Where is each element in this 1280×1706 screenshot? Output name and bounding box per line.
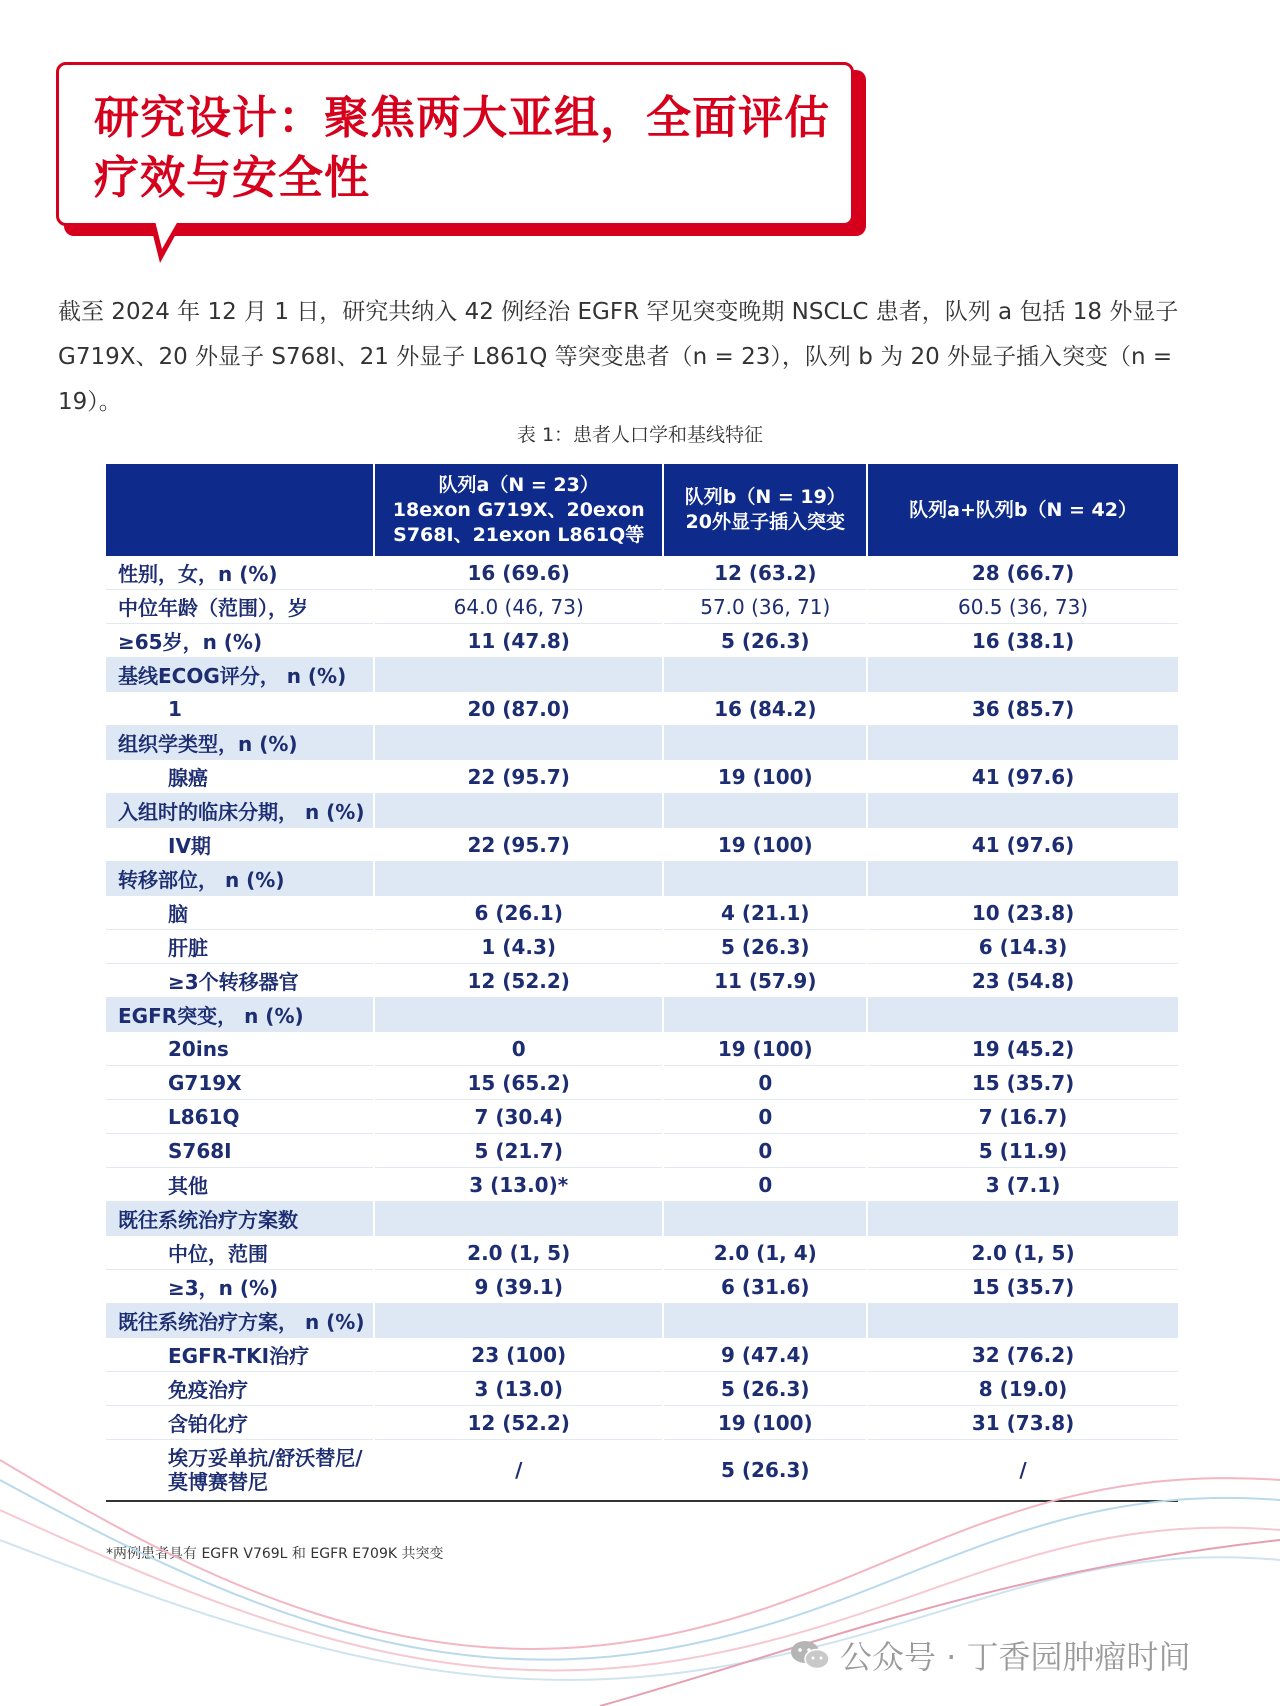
cohort-a-value: [374, 1202, 663, 1236]
cohort-ab-value: 6 (14.3): [867, 930, 1178, 964]
cohort-ab-value: [867, 862, 1178, 896]
table-row: [106, 1168, 1178, 1202]
cohort-ab-value: [867, 794, 1178, 828]
cohort-a-value: 64.0 (46, 73): [374, 590, 663, 624]
cohort-b-value: [663, 1304, 867, 1338]
watermark-text: 公众号 · 丁香园肿瘤时间: [840, 1638, 1191, 1676]
table-row: [106, 692, 1178, 726]
cohort-b-value: 5 (26.3): [663, 1440, 867, 1502]
cohort-a-value: [374, 1304, 663, 1338]
cohort-a-value: 23 (100): [374, 1338, 663, 1372]
footnote: *两例患者具有 EGFR V769L 和 EGFR E709K 共突变: [106, 1546, 444, 1562]
cohort-b-value: [663, 658, 867, 692]
cohort-ab-value: 41 (97.6): [867, 760, 1178, 794]
table-row: [106, 1100, 1178, 1134]
table-row: [106, 760, 1178, 794]
table-row: [106, 1270, 1178, 1304]
row-label: 1: [106, 692, 374, 726]
cohort-a-value: 6 (26.1): [374, 896, 663, 930]
table-category-row: [106, 658, 1178, 692]
row-label: IV期: [106, 828, 374, 862]
table-category-row: [106, 1304, 1178, 1338]
row-label: 组织学类型，n (%): [106, 726, 374, 760]
cohort-ab-value: [867, 1202, 1178, 1236]
cohort-ab-value: 60.5 (36, 73): [867, 590, 1178, 624]
row-label: 脑: [106, 896, 374, 930]
cohort-b-value: 57.0 (36, 71): [663, 590, 867, 624]
row-label: EGFR突变， n (%): [106, 998, 374, 1032]
table-body: [106, 556, 1178, 1501]
cohort-ab-value: 15 (35.7): [867, 1270, 1178, 1304]
cohort-b-value: [663, 1202, 867, 1236]
cohort-b-value: 4 (21.1): [663, 896, 867, 930]
watermark: [790, 1632, 1191, 1678]
cohort-a-value: 15 (65.2): [374, 1066, 663, 1100]
row-label: 腺癌: [106, 760, 374, 794]
cohort-a-value: 3 (13.0): [374, 1372, 663, 1406]
cohort-a-value: [374, 658, 663, 692]
cohort-b-value: 0: [663, 1066, 867, 1100]
table-category-row: [106, 794, 1178, 828]
row-label: 基线ECOG评分， n (%): [106, 658, 374, 692]
cohort-b-value: 12 (63.2): [663, 556, 867, 590]
row-label: ≥65岁，n (%): [106, 624, 374, 658]
cohort-ab-value: 7 (16.7): [867, 1100, 1178, 1134]
table-row: [106, 1134, 1178, 1168]
cohort-ab-value: 15 (35.7): [867, 1066, 1178, 1100]
cohort-b-value: 0: [663, 1100, 867, 1134]
table-row: [106, 590, 1178, 624]
cohort-ab-value: 10 (23.8): [867, 896, 1178, 930]
cohort-b-value: 5 (26.3): [663, 624, 867, 658]
cohort-a-value: 7 (30.4): [374, 1100, 663, 1134]
row-label: 肝脏: [106, 930, 374, 964]
cohort-ab-value: 16 (38.1): [867, 624, 1178, 658]
cohort-b-value: 6 (31.6): [663, 1270, 867, 1304]
row-label: 转移部位， n (%): [106, 862, 374, 896]
table-row: [106, 828, 1178, 862]
row-label: 20ins: [106, 1032, 374, 1066]
table-header-row: [106, 464, 1178, 556]
table-row: [106, 556, 1178, 590]
table-row: [106, 1338, 1178, 1372]
cohort-b-value: 19 (100): [663, 1406, 867, 1440]
table-row: [106, 896, 1178, 930]
cohort-a-value: 11 (47.8): [374, 624, 663, 658]
cohort-b-value: 11 (57.9): [663, 964, 867, 998]
table-row: [106, 930, 1178, 964]
cohort-ab-value: [867, 726, 1178, 760]
cohort-b-value: [663, 726, 867, 760]
cohort-b-value: 19 (100): [663, 828, 867, 862]
header-col-cohort-a: 队列a（N = 23） 18exon G719X、20exon S768I、21exon L861Q等: [374, 464, 663, 556]
table-row: [106, 964, 1178, 998]
table-category-row: [106, 1202, 1178, 1236]
page-title: 研究设计：聚焦两大亚组，全面评估疗效与安全性: [94, 91, 831, 204]
cohort-ab-value: [867, 998, 1178, 1032]
cohort-ab-value: 3 (7.1): [867, 1168, 1178, 1202]
cohort-ab-value: [867, 1304, 1178, 1338]
row-label: 性别，女，n (%): [106, 556, 374, 590]
cohort-b-value: 16 (84.2): [663, 692, 867, 726]
row-label: 既往系统治疗方案， n (%): [106, 1304, 374, 1338]
cohort-ab-value: 5 (11.9): [867, 1134, 1178, 1168]
cohort-a-value: 5 (21.7): [374, 1134, 663, 1168]
cohort-b-value: 0: [663, 1168, 867, 1202]
cohort-a-value: [374, 726, 663, 760]
row-label: 免疫治疗: [106, 1372, 374, 1406]
cohort-ab-value: 28 (66.7): [867, 556, 1178, 590]
intro-paragraph: 截至 2024 年 12 月 1 日，研究共纳入 42 例经治 EGFR 罕见突变晚期 NSCLC 患者，队列 a 包括 18 外显子 G719X、20 外显子 S768I、21 外显子 L861Q 等突变患者（n = 23），队列 b 为 20 外显子插入突变（n = 19）。: [58, 299, 1179, 415]
row-label: G719X: [106, 1066, 374, 1100]
cohort-a-value: 12 (52.2): [374, 964, 663, 998]
cohort-a-value: 0: [374, 1032, 663, 1066]
row-label: 中位，范围: [106, 1236, 374, 1270]
row-label: 含铂化疗: [106, 1406, 374, 1440]
cohort-a-value: 9 (39.1): [374, 1270, 663, 1304]
cohort-a-value: [374, 998, 663, 1032]
row-label: L861Q: [106, 1100, 374, 1134]
row-label: 既往系统治疗方案数: [106, 1202, 374, 1236]
cohort-ab-value: 31 (73.8): [867, 1406, 1178, 1440]
table-row: [106, 624, 1178, 658]
cohort-ab-value: 8 (19.0): [867, 1372, 1178, 1406]
header-col-cohort-ab: 队列a+队列b（N = 42）: [867, 464, 1178, 556]
cohort-ab-value: 23 (54.8): [867, 964, 1178, 998]
table-row: [106, 1066, 1178, 1100]
row-label: ≥3个转移器官: [106, 964, 374, 998]
row-label: S768I: [106, 1134, 374, 1168]
callout-tail-inner: [155, 221, 178, 249]
cohort-ab-value: 2.0 (1, 5): [867, 1236, 1178, 1270]
cohort-a-value: 1 (4.3): [374, 930, 663, 964]
row-label: EGFR-TKI治疗: [106, 1338, 374, 1372]
cohort-ab-value: /: [867, 1440, 1178, 1502]
cohort-a-value: 16 (69.6): [374, 556, 663, 590]
cohort-ab-value: 41 (97.6): [867, 828, 1178, 862]
cohort-a-value: /: [374, 1440, 663, 1502]
cohort-a-value: 12 (52.2): [374, 1406, 663, 1440]
cohort-b-value: [663, 998, 867, 1032]
cohort-a-value: [374, 794, 663, 828]
row-label: 入组时的临床分期， n (%): [106, 794, 374, 828]
cohort-b-value: 2.0 (1, 4): [663, 1236, 867, 1270]
cohort-ab-value: [867, 658, 1178, 692]
row-label: 其他: [106, 1168, 374, 1202]
wechat-icon: [790, 1638, 830, 1672]
cohort-a-value: 2.0 (1, 5): [374, 1236, 663, 1270]
baseline-table: [106, 464, 1178, 1502]
cohort-a-value: 20 (87.0): [374, 692, 663, 726]
cohort-b-value: [663, 794, 867, 828]
row-label: 中位年龄（范围），岁: [106, 590, 374, 624]
header-col-label: [106, 464, 374, 556]
cohort-b-value: 19 (100): [663, 760, 867, 794]
cohort-ab-value: 36 (85.7): [867, 692, 1178, 726]
header-col-cohort-b: 队列b（N = 19） 20外显子插入突变: [663, 464, 867, 556]
cohort-b-value: 5 (26.3): [663, 1372, 867, 1406]
table-category-row: [106, 726, 1178, 760]
cohort-b-value: [663, 862, 867, 896]
table-category-row: [106, 998, 1178, 1032]
cohort-a-value: 22 (95.7): [374, 760, 663, 794]
cohort-a-value: 3 (13.0)*: [374, 1168, 663, 1202]
cohort-ab-value: 32 (76.2): [867, 1338, 1178, 1372]
cohort-b-value: 0: [663, 1134, 867, 1168]
table-caption: 表 1：患者人口学和基线特征: [516, 424, 764, 446]
cohort-ab-value: 19 (45.2): [867, 1032, 1178, 1066]
cohort-b-value: 19 (100): [663, 1032, 867, 1066]
cohort-a-value: 22 (95.7): [374, 828, 663, 862]
row-label: ≥3，n (%): [106, 1270, 374, 1304]
cohort-a-value: [374, 862, 663, 896]
row-label: 埃万妥单抗/舒沃替尼/莫博赛替尼: [106, 1440, 374, 1502]
table-row: [106, 1372, 1178, 1406]
cohort-b-value: 5 (26.3): [663, 930, 867, 964]
table-row: [106, 1236, 1178, 1270]
table-category-row: [106, 862, 1178, 896]
table-row: [106, 1032, 1178, 1066]
cohort-b-value: 9 (47.4): [663, 1338, 867, 1372]
